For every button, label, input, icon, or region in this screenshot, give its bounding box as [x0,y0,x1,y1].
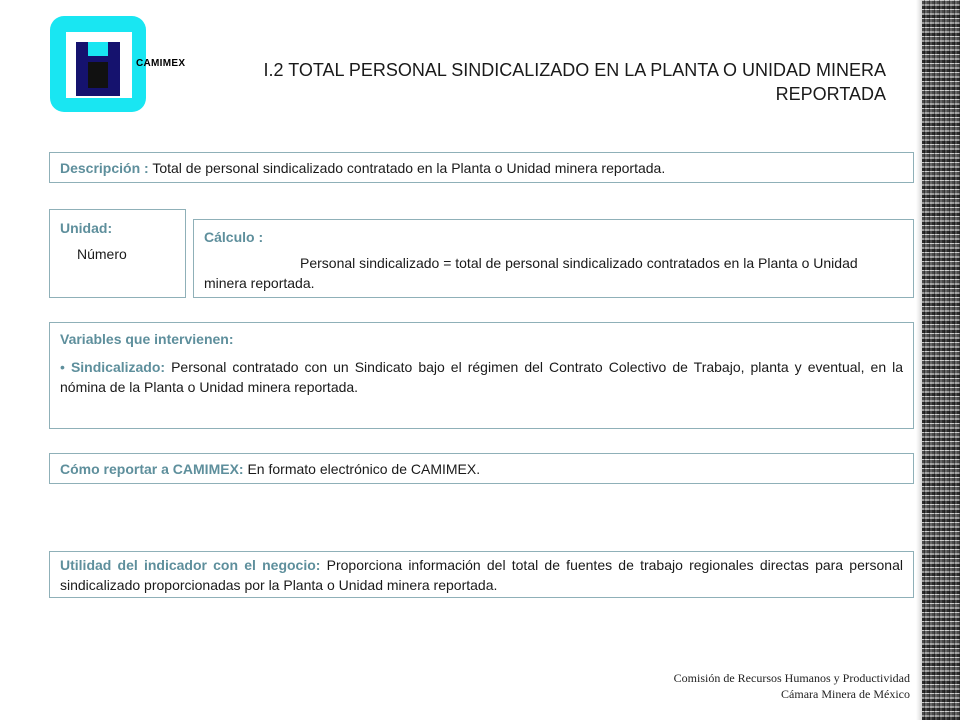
reportar-box [49,453,914,484]
calculo-label: Cálculo : [204,229,264,245]
unidad-value: Número [77,246,127,262]
calculo-value: Personal sindicalizado = total de personal sindicalizado contratados en la Planta o Unidad minera reportada. [204,255,858,291]
utilidad-value: Proporciona información del total de fuentes de trabajo regionales directas para personal sindicalizado proporcionadas por la Planta o Unidad minera reportada. [60,557,903,593]
descripcion-box [49,152,914,183]
unidad-box [49,209,186,298]
decorative-edge-border [922,0,960,720]
reportar-label: Cómo reportar a CAMIMEX: [60,461,244,477]
descripcion-label: Descripción : [60,160,149,176]
logo-m-mark [76,42,120,96]
variables-box [49,322,914,429]
variable-term: Sindicalizado: [70,359,166,375]
utilidad-label: Utilidad del indicador con el negocio: [60,557,321,573]
utilidad-box [49,551,914,598]
calculo-box [193,219,914,298]
variable-item [60,357,903,397]
camimex-logo [50,16,146,112]
bullet-icon: • [60,359,65,375]
footer [674,670,910,702]
descripcion-value: Total de personal sindicalizado contratado en la Planta o Unidad minera reportada. [152,160,666,176]
footer-line-2: Cámara Minera de México [781,687,910,701]
variables-label: Variables que intervienen: [60,331,234,347]
variable-text: Personal contratado con un Sindicato bajo el régimen del Contrato Colectivo de Trabajo, planta y eventual, en la nómina de la Planta o Unidad minera reportada. [60,359,904,395]
logo-text: CAMIMEX [136,58,186,69]
unidad-label: Unidad: [60,220,113,236]
footer-line-1: Comisión de Recursos Humanos y Productividad [673,671,910,685]
page-title: I.2 TOTAL PERSONAL SINDICALIZADO EN LA PLANTA O UNIDAD MINERA REPORTADA [263,60,886,104]
reportar-value: En formato electrónico de CAMIMEX. [247,461,481,477]
